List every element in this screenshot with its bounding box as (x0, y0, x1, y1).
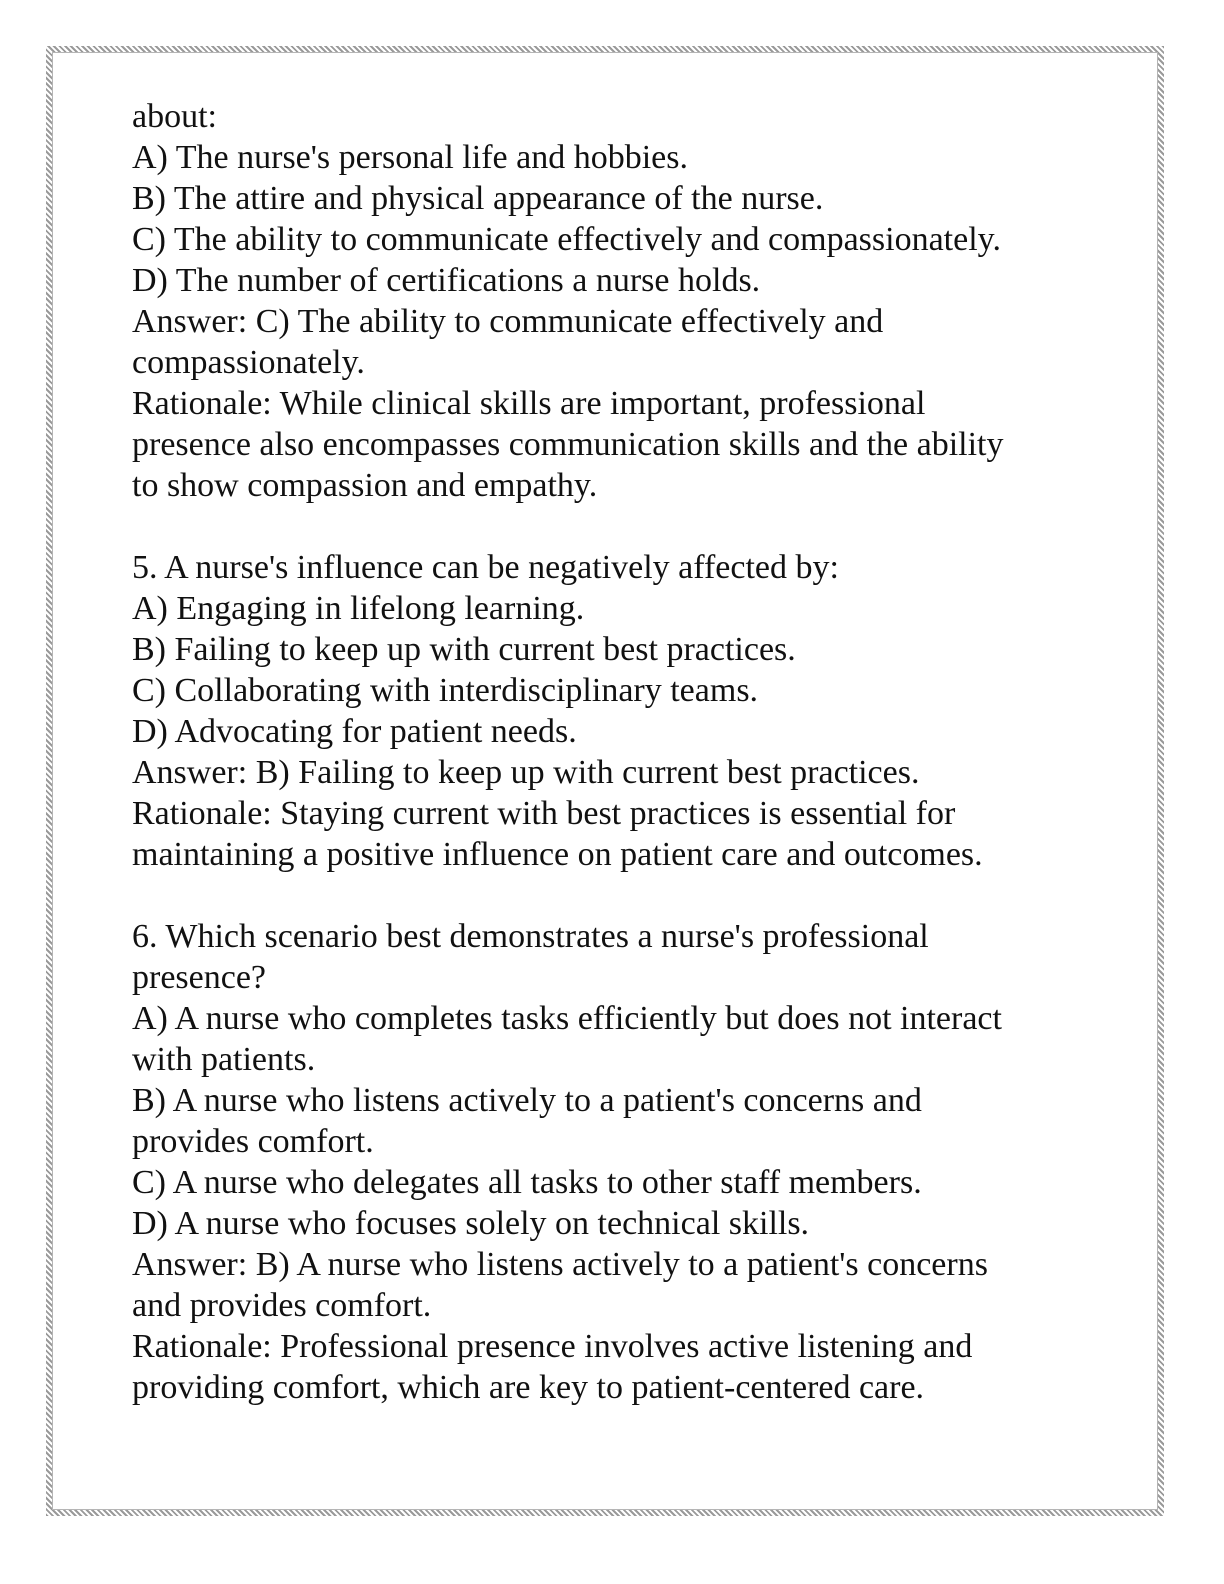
option-a: A) A nurse who completes tasks efficiently but does not interact (132, 1000, 1002, 1037)
spacer (132, 875, 1072, 916)
option-a: A) The nurse's personal life and hobbies. (132, 139, 688, 176)
option-c: C) A nurse who delegates all tasks to other staff members. (132, 1164, 922, 1201)
rationale-continued: to show compassion and empathy. (132, 467, 598, 504)
answer: Answer: B) A nurse who listens actively to a patient's concerns (132, 1246, 988, 1283)
question-stem-continued: presence? (132, 959, 267, 996)
option-d: D) Advocating for patient needs. (132, 713, 577, 750)
option-d: D) A nurse who focuses solely on technical skills. (132, 1205, 810, 1242)
question-6 (132, 916, 1072, 1408)
option-b: B) The attire and physical appearance of the nurse. (132, 180, 824, 217)
rationale-continued: presence also encompasses communication skills and the ability (132, 426, 1004, 463)
question-stem-continuation: about: (132, 98, 217, 135)
question-5 (132, 547, 1072, 875)
rationale: Rationale: Staying current with best practices is essential for (132, 795, 956, 832)
option-c: C) Collaborating with interdisciplinary teams. (132, 672, 759, 709)
answer: Answer: B) Failing to keep up with current best practices. (132, 754, 920, 791)
document-body (132, 96, 1072, 1408)
rationale-continued: providing comfort, which are key to patient-centered care. (132, 1369, 925, 1406)
answer: Answer: C) The ability to communicate effectively and (132, 303, 884, 340)
option-a: A) Engaging in lifelong learning. (132, 590, 585, 627)
rationale: Rationale: Professional presence involves active listening and (132, 1328, 973, 1365)
answer-continued: compassionately. (132, 344, 365, 381)
option-b: B) Failing to keep up with current best practices. (132, 631, 796, 668)
option-b-continued: provides comfort. (132, 1123, 374, 1160)
rationale: Rationale: While clinical skills are important, professional (132, 385, 926, 422)
question-stem: 6. Which scenario best demonstrates a nurse's professional (132, 918, 929, 955)
option-b: B) A nurse who listens actively to a patient's concerns and (132, 1082, 922, 1119)
option-c: C) The ability to communicate effectively and compassionately. (132, 221, 1001, 258)
option-a-continued: with patients. (132, 1041, 316, 1078)
rationale-continued: maintaining a positive influence on patient care and outcomes. (132, 836, 983, 873)
question-stem: 5. A nurse's influence can be negatively affected by: (132, 549, 839, 586)
option-d: D) The number of certifications a nurse holds. (132, 262, 761, 299)
question-4-continuation (132, 96, 1072, 506)
spacer (132, 506, 1072, 547)
answer-continued: and provides comfort. (132, 1287, 432, 1324)
